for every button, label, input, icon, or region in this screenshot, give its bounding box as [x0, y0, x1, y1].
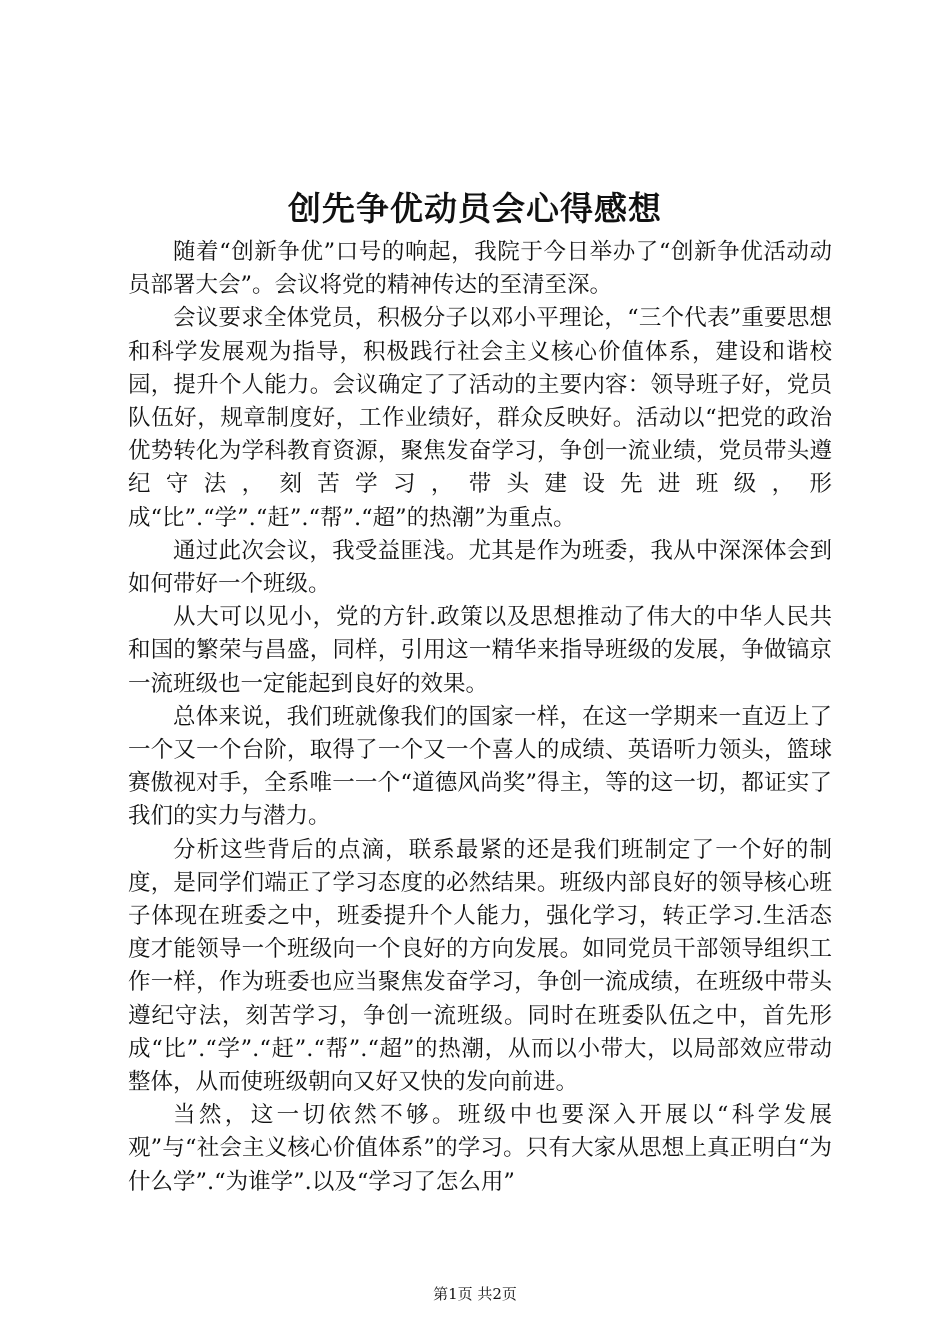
paragraph: 会议要求全体党员，积极分子以邓小平理论，“三个代表”重要思想和科学发展观为指导，积极践行社会主义核心价值体系，建设和谐校园，提升个人能力。会议确定了了活动的主要内容：领导班子好，党员队伍好，规章制度好，工作业绩好，群众反映好。活动以“把党的政治优势转化为学科教育资源，聚焦发奋学习，争创一流业绩，党员带头遵纪守法，刻苦学习，带头建设先进班级，形成“比”.“学”.“赶”.“帮”.“超”的热潮”为重点。 — [128, 305, 832, 531]
paragraph: 分析这些背后的点滴，联系最紧的还是我们班制定了一个好的制度，是同学们端正了学习态度的必然结果。班级内部良好的领导核心班子体现在班委之中，班委提升个人能力，强化学习，转正学习.生活态度才能领导一个班级向一个良好的方向发展。如同党员干部领导组织工作一样，作为班委也应当聚焦发奋学习，争创一流成绩，在班级中带头遵纪守法，刻苦学习，争创一流班级。同时在班委队伍之中，首先形成“比”.“学”.“赶”.“帮”.“超”的热潮，从而以小带大，以局部效应带动整体，从而使班级朝向又好又快的发向前进。 — [128, 836, 832, 1096]
paragraph: 随着“创新争优”口号的响起，我院于今日举办了“创新争优活动动员部署大会”。会议将党的精神传达的至清至深。 — [128, 239, 832, 299]
page-number-footer: 第1页 共2页 — [433, 1285, 517, 1303]
document-title: 创先争优动员会心得感想 — [288, 189, 662, 228]
paragraph: 通过此次会议，我受益匪浅。尤其是作为班委，我从中深深体会到如何带好一个班级。 — [128, 537, 832, 598]
paragraph: 当然，这一切依然不够。班级中也要深入开展以“科学发展观”与“社会主义核心价值体系”的学习。只有大家从思想上真正明白“为什么学”.“为谁学”.以及“学习了怎么用” — [128, 1102, 832, 1195]
paragraph: 从大可以见小，党的方针.政策以及思想推动了伟大的中华人民共和国的繁荣与昌盛，同样，引用这一精华来指导班级的发展，争做镐京一流班级也一定能起到良好的效果。 — [128, 604, 832, 697]
document-body — [128, 236, 832, 1199]
paragraph: 总体来说，我们班就像我们的国家一样，在这一学期来一直迈上了一个又一个台阶，取得了一个又一个喜人的成绩、英语听力领头，篮球赛傲视对手，全系唯一一个“道德风尚奖”得主，等的这一切，都证实了我们的实力与潜力。 — [128, 703, 832, 830]
